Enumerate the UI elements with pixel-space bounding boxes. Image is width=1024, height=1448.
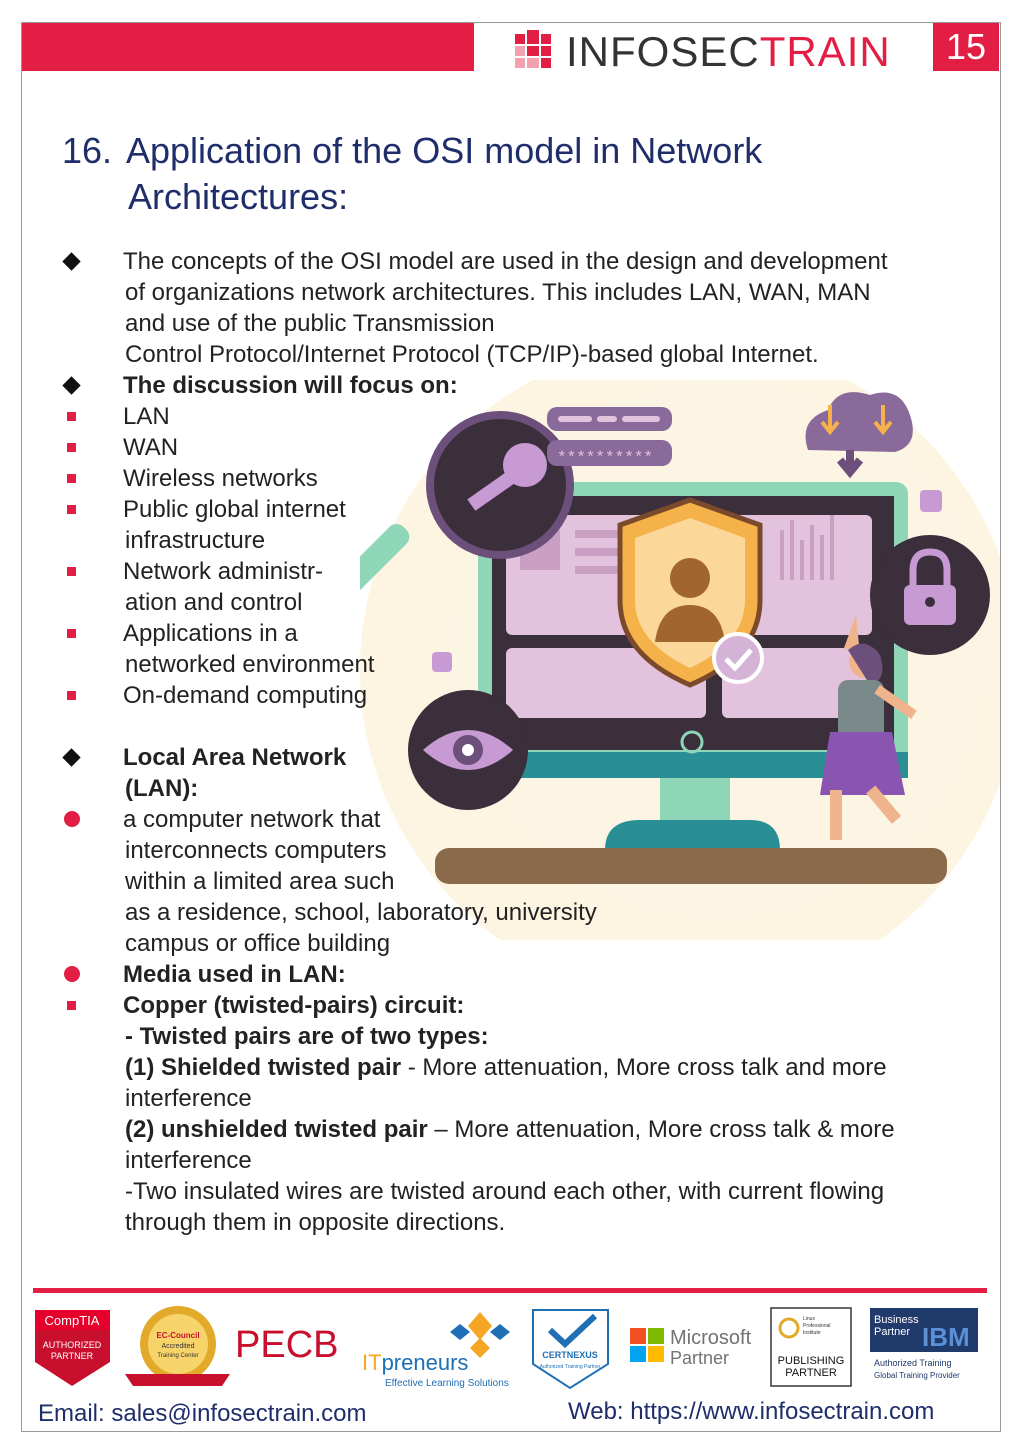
page-number: 15 — [933, 23, 999, 71]
svg-text:PARTNER: PARTNER — [785, 1367, 837, 1379]
svg-text:Partner: Partner — [670, 1348, 730, 1368]
certnexus-logo-icon — [533, 1310, 608, 1388]
partner-logos — [30, 1302, 994, 1398]
text-line: of organizations network architectures. This includes LAN, WAN, MAN — [125, 279, 871, 306]
pecb-logo: PECB — [235, 1324, 339, 1366]
svg-text:CompTIA: CompTIA — [44, 1313, 100, 1328]
svg-text:Global Training Provider: Global Training Provider — [874, 1371, 960, 1380]
square-bullet-icon — [62, 680, 82, 700]
square-bullet-icon — [62, 432, 82, 452]
text-line: campus or office building — [125, 930, 391, 957]
text-line: within a limited area such — [125, 868, 395, 895]
square-bullet-icon — [62, 618, 82, 638]
lpi-logo-icon — [771, 1308, 851, 1386]
microsoft-logo-icon — [630, 1327, 752, 1368]
text-line: and use of the public Transmission — [125, 310, 495, 337]
square-bullet-icon — [62, 494, 82, 514]
page-title — [62, 128, 762, 220]
svg-text:PUBLISHING: PUBLISHING — [777, 1355, 845, 1367]
ibm-logo-icon — [870, 1308, 978, 1380]
desk-surface — [435, 848, 947, 884]
text-line: interference — [125, 1085, 252, 1112]
text-line: infrastructure — [125, 527, 266, 554]
diamond-bullet-icon — [62, 370, 82, 390]
text-line: through them in opposite directions. — [125, 1209, 506, 1236]
svg-text:Authorized Training Partner: Authorized Training Partner — [539, 1364, 601, 1370]
svg-text:Institute: Institute — [803, 1330, 821, 1336]
text-line: networked environment — [125, 651, 375, 678]
svg-text:Partner: Partner — [874, 1326, 911, 1338]
svg-text:IBM: IBM — [922, 1322, 970, 1352]
svg-text:Business: Business — [874, 1314, 919, 1326]
square-bullet-icon — [62, 990, 82, 1010]
svg-text:Linux: Linux — [803, 1316, 815, 1322]
text-line: -Two insulated wires are twisted around each other, with current flowing — [125, 1178, 885, 1205]
check-badge-icon — [714, 634, 762, 682]
itpreneurs-tagline: Effective Learning Solutions — [385, 1378, 509, 1389]
svg-text:Accredited: Accredited — [161, 1343, 195, 1350]
svg-text:AUTHORIZED: AUTHORIZED — [42, 1340, 102, 1350]
svg-text:Training Center: Training Center — [157, 1353, 199, 1359]
square-bullet-icon — [62, 401, 82, 421]
text-line: - Twisted pairs are of two types: — [125, 1023, 489, 1050]
brand-logo-text: INFOSECTRAIN — [566, 28, 891, 75]
text-line: The concepts of the OSI model are used in the design and development — [123, 248, 888, 275]
puzzle-icon — [920, 490, 942, 512]
title-line-2: Architectures: — [128, 176, 349, 217]
circle-bullet-icon — [62, 804, 82, 824]
text-line: interconnects computers — [125, 837, 387, 864]
text-line: (LAN): — [125, 775, 199, 802]
text-line: ation and control — [125, 589, 303, 616]
infosectrain-logo-icon — [515, 30, 553, 68]
square-bullet-icon — [62, 463, 82, 483]
svg-text:CERTNEXUS: CERTNEXUS — [542, 1350, 598, 1360]
svg-text:EC-Council: EC-Council — [156, 1331, 200, 1340]
footer-divider — [33, 1288, 987, 1293]
cybersecurity-illustration — [360, 380, 1000, 940]
section-number: 16. — [62, 130, 113, 171]
password-mask: ********** — [557, 449, 654, 467]
itpreneurs-brand: ITpreneurs — [362, 1350, 469, 1375]
diamond-bullet-icon — [62, 246, 82, 266]
square-bullet-icon — [62, 556, 82, 576]
text-line: Control Protocol/Internet Protocol (TCP/IP)-based global Internet. — [125, 341, 819, 368]
text-line: as a residence, school, laboratory, university — [125, 899, 597, 926]
svg-text:PARTNER: PARTNER — [50, 1351, 94, 1361]
title-line-1: Application of the OSI model in Network — [126, 130, 763, 171]
svg-text:Microsoft: Microsoft — [670, 1327, 752, 1349]
diamond-bullet-icon — [62, 742, 82, 762]
unshielded-line: (2) unshielded twisted pair – More attenuation, More cross talk & more — [125, 1116, 895, 1143]
shielded-line: (1) Shielded twisted pair - More attenuation, More cross talk and more — [125, 1054, 887, 1081]
ec-council-logo-icon — [125, 1306, 230, 1386]
footer-email[interactable]: Email: sales@infosectrain.com — [38, 1400, 367, 1427]
text-line: interference — [125, 1147, 252, 1174]
svg-text:Authorized Training: Authorized Training — [874, 1358, 952, 1368]
footer-website[interactable]: Web: https://www.infosectrain.com — [568, 1398, 935, 1425]
circle-bullet-icon — [62, 959, 82, 979]
comptia-logo-icon — [35, 1310, 110, 1386]
svg-text:Professional: Professional — [803, 1323, 831, 1329]
header-red-bar — [22, 23, 474, 71]
